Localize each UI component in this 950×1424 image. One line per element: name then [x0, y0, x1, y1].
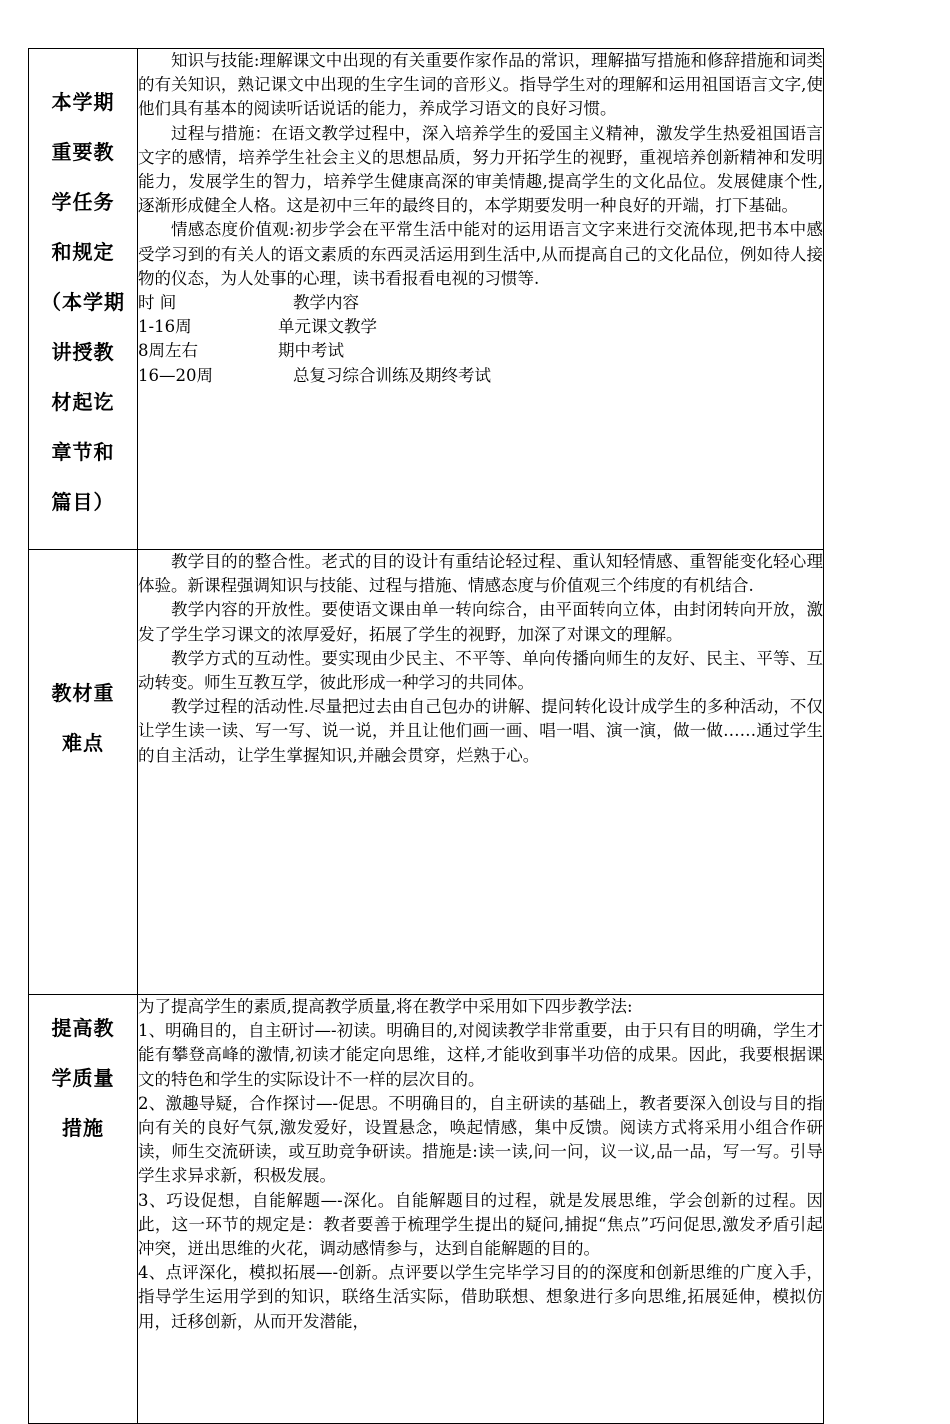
schedule-content: 单元课文教学 [278, 317, 377, 337]
row-label-teaching-tasks [29, 49, 138, 550]
label-line: 提高教 [51, 1016, 115, 1040]
schedule-row [138, 364, 823, 388]
paragraph-step-4: 4、点评深化，模拟拓展—-创新。点评要以学生完毕学习目的的深度和创新思维的广度入手，指导学生运用学到的知识，联络生活实际，借助联想、想象进行多向思维,拓展延伸，模拟仿用，迁移创新，从而开发潜能， [138, 1263, 823, 1331]
label-line: （本学期 [41, 290, 125, 314]
paragraph-process-methods: 过程与措施：在语文教学过程中，深入培养学生的爱国主义精神，激发学生热爱祖国语言文字的感情，培养学生社会主义的思想品质，努力开拓学生的视野，重视培养创新精神和发明能力，发展学生的智力，培养学生健康高深的审美情趣,提高学生的文化品位。发展健康个性,逐渐形成健全人格。这是初中三年的最终目的，本学期要发明一种良好的开端，打下基础。 [138, 123, 823, 216]
label-line: 本学期 [51, 90, 115, 114]
schedule-header [138, 291, 823, 315]
paragraph-method-interaction: 教学方式的互动性。要实现由少民主、不平等、单向传播向师生的友好、民主、平等、互动转变。师生互教互学，彼此形成一种学习的共同体。 [138, 648, 823, 693]
paragraph-step-2: 2、激趣导疑，合作探讨—-促思。不明确目的，自主研读的基础上，教者要深入创设与目的指向有关的良好气氛,激发爱好，设置悬念，唤起情感，集中反馈。阅读方式将采用小组合作研读，师生交流研读，或互助竞争研读。措施是:读一读,问一问，议一议,品一品，写一写。引导学生求异求新，积极发展。 [138, 1093, 823, 1186]
label-line: 材起讫 [51, 390, 115, 414]
label-line: 措施 [62, 1116, 104, 1140]
schedule-row [138, 315, 823, 339]
paragraph-step-3: 3、巧设促想，自能解题—-深化。自能解题目的过程，就是发展思维，学会创新的过程。因此，这一环节的规定是：教者要善于梳理学生提出的疑问,捕捉“焦点”巧问促思,激发矛盾引起冲突，迸出思维的火花，调动感情参与，达到自能解题的目的。 [138, 1190, 823, 1259]
row-label-quality-measures [29, 995, 138, 1424]
schedule-header-content: 教学内容 [293, 293, 359, 313]
content-key-difficulties [138, 550, 824, 995]
paragraph-knowledge-skills: 知识与技能:理解课文中出现的有关重要作家作品的常识，理解描写措施和修辞措施和词类的有关知识，熟记课文中出现的生字生词的音形义。指导学生对的理解和运用祖国语言文字,使他们具有基本的阅读听话说话的能力，养成学习语文的良好习惯。 [138, 51, 823, 119]
label-line: 章节和 [51, 440, 115, 464]
paragraph-emotion-values: 情感态度价值观:初步学会在平常生活中能对的运用语言文字来进行交流体现,把书本中感受学习到的有关人的语文素质的东西灵活运用到生活中,从而提高自己的文化品位，例如待人接物的仪态，为人处事的心理，读书看报看电视的习惯等. [138, 220, 823, 288]
label-line: 重要教 [51, 140, 115, 164]
label-line: 讲授教 [51, 340, 115, 364]
schedule-row [138, 339, 823, 363]
label-line: 教材重 [51, 681, 115, 705]
paragraph-step-1: 1、明确目的，自主研讨—-初读。明确目的,对阅读教学非常重要，由于只有目的明确，学生才能有攀登高峰的激情,初读才能定向思维，这样,才能收到事半功倍的成果。因此，我要根据课文的特色和学生的实际设计不一样的层次目的。 [138, 1021, 823, 1089]
paragraph-intro: 为了提高学生的素质,提高教学质量,将在教学中采用如下四步教学法: [138, 997, 633, 1016]
label-line: 学质量 [51, 1066, 115, 1090]
label-line: 篇目） [51, 490, 115, 514]
label-line: 难点 [62, 731, 104, 755]
paragraph-process-activity: 教学过程的活动性.尽量把过去由自己包办的讲解、提问转化设计成学生的多种活动，不仅让学生读一读、写一写、说一说，并且让他们画一画、唱一唱、演一演，做一做……通过学生的自主活动，让学生掌握知识,并融会贯穿，烂熟于心。 [138, 697, 823, 765]
schedule-time: 16—20周 [138, 365, 213, 385]
table-row-quality-measures [29, 995, 824, 1424]
schedule-content: 总复习综合训练及期终考试 [293, 365, 491, 385]
schedule-content: 期中考试 [278, 341, 344, 361]
content-teaching-tasks [138, 49, 824, 550]
label-line: 和规定 [51, 240, 115, 264]
schedule-header-time: 时 间 [138, 293, 177, 313]
schedule [138, 291, 823, 388]
table-row-teaching-tasks [29, 49, 824, 550]
row-label-key-difficulties [29, 550, 138, 995]
paragraph-goal-integration: 教学目的的整合性。老式的目的设计有重结论轻过程、重认知轻情感、重智能变化轻心理体验。新课程强调知识与技能、过程与措施、情感态度与价值观三个纬度的有机结合. [138, 552, 823, 596]
label-line: 学任务 [51, 190, 115, 214]
teaching-plan-table [28, 48, 824, 1424]
schedule-time: 1-16周 [138, 317, 192, 337]
paragraph-content-openness: 教学内容的开放性。要使语文课由单一转向综合，由平面转向立体，由封闭转向开放，激发了学生学习课文的浓厚爱好，拓展了学生的视野，加深了对课文的理解。 [138, 600, 823, 644]
content-quality-measures [138, 995, 824, 1424]
table-row-key-difficulties [29, 550, 824, 995]
schedule-time: 8周左右 [138, 341, 198, 361]
